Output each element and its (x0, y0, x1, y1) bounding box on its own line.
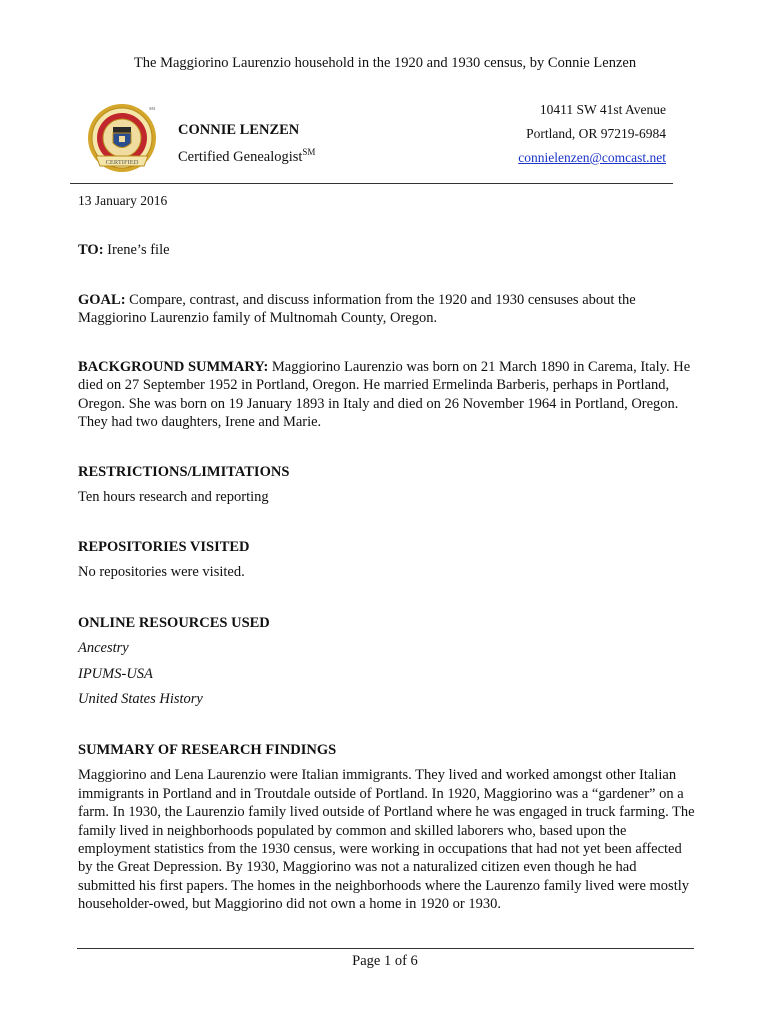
online-resource-item: United States History (78, 691, 203, 708)
summary-heading: SUMMARY OF RESEARCH FINDINGS (78, 742, 337, 758)
sender-credential (178, 147, 315, 166)
footer-divider (77, 948, 694, 949)
restrictions-text: Ten hours research and reporting (78, 489, 269, 506)
certified-genealogist-seal-icon (82, 100, 162, 180)
seal-banner-text: CERTIFIED (105, 159, 139, 166)
service-mark: SM (302, 147, 316, 157)
repositories-text: No repositories were visited. (78, 564, 245, 581)
summary-text: Maggiorino and Lena Laurenzio were Italian immigrants. They lived and worked amongst other Italian immigrants in Portland and in Troutdale outside of Portland. In 1920, Maggiorino was a “gardener” on a farm. In 1930, the Laurenzio family lived outside of Portland where he was engaged in truck farming. The family lived in neighborhoods populated by common and skilled laborers who, based upon the employment statistics from the 1930 census, were working in occupations that had not yet been affected by the Great Depression. By 1930, Maggiorino was not a naturalized citizen even though he had submitted his first papers. The homes in the neighborhoods where the Laurenzo family lived were mostly householder-owed, but Maggiorino did not own a home in 1920 or 1930. (78, 767, 695, 913)
memo-date: 13 January 2016 (78, 193, 168, 208)
background-label: BACKGROUND SUMMARY: (78, 359, 269, 375)
online-resources-heading: ONLINE RESOURCES USED (78, 615, 270, 631)
sender-name: CONNIE LENZEN (178, 122, 300, 138)
online-resource-item: IPUMS-USA (78, 665, 153, 682)
goal-label: GOAL: (78, 292, 126, 308)
restrictions-heading: RESTRICTIONS/LIMITATIONS (78, 464, 290, 480)
to-value: Irene’s file (107, 242, 170, 258)
page-title: The Maggiorino Laurenzio household in the 1920 and 1930 census, by Connie Lenzen (133, 55, 637, 71)
to-section (78, 241, 696, 259)
online-resource-item: Ancestry (78, 640, 129, 657)
seal-mark-text: SM (149, 106, 155, 111)
background-section (78, 358, 696, 432)
sender-credential-text: Certified Genealogist (178, 149, 303, 165)
repositories-section (78, 538, 696, 582)
goal-text: Compare, contrast, and discuss information from the 1920 and 1930 censuses about the Maggiorino Laurenzio family of Multnomah County, Oregon. (78, 292, 636, 327)
repositories-heading: REPOSITORIES VISITED (78, 539, 250, 555)
header-divider (70, 183, 673, 184)
summary-section (78, 741, 696, 914)
to-label: TO: (78, 242, 104, 258)
background-text: Maggiorino Laurenzio was born on 21 March 1890 in Carema, Italy. He died on 27 September 1952 in Portland, Oregon. He married Ermelinda Barberis, perhaps in Portland, Oregon. She was born on 19 January 1893 in Italy and died on 26 November 1964 in Portland, Oregon. They had two daughters, Irene and Marie. (78, 359, 691, 431)
address-line-1: 10411 SW 41st Avenue (539, 102, 666, 117)
restrictions-section (78, 463, 696, 507)
email-link[interactable]: connielenzen@comcast.net (518, 150, 666, 165)
goal-section (78, 291, 696, 328)
page-number: Page 1 of 6 (352, 953, 418, 969)
address-line-2: Portland, OR 97219-6984 (526, 126, 666, 141)
online-resources-section (78, 614, 696, 716)
